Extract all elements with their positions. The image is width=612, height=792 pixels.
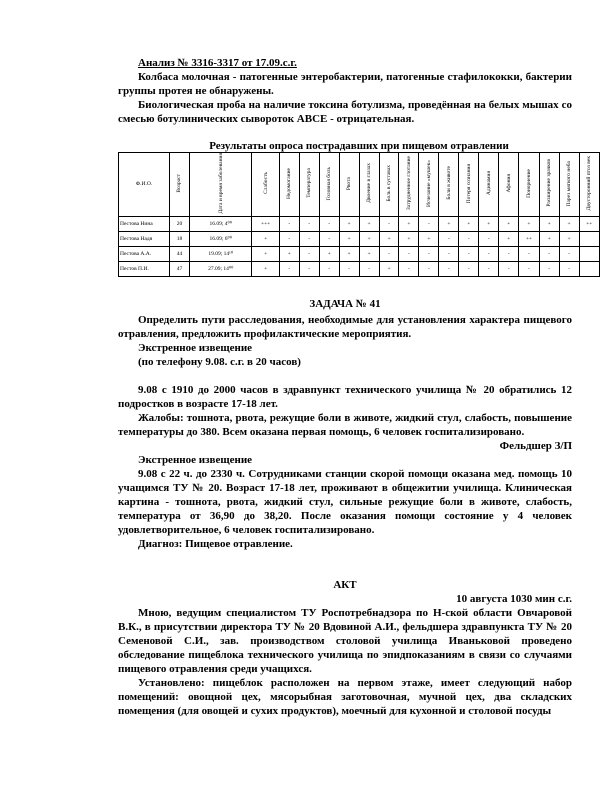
column-header: Ф.И.О.: [119, 153, 170, 217]
task-paragraph-1: Определить пути расследования, необходимые для установления характера пищевого отравления, предложить профилактические мероприятия.: [118, 314, 572, 340]
column-header-label: Дата и время заболевания: [217, 153, 224, 214]
table-cell: +: [399, 216, 419, 231]
table-cell: +: [499, 216, 519, 231]
table-body: [119, 216, 600, 276]
analysis-title: Анализ № 3316-3317 от 17.09.с.г.: [138, 57, 297, 69]
column-header-label: Парез мягкого неба: [566, 160, 573, 206]
task-paragraph-2: 9.08 с 1910 до 2000 часов в здравпункт технического училища № 20 обратились 12 подростков в возрасте 17-18 лет.: [118, 384, 572, 410]
table-cell: -: [559, 246, 579, 261]
table-cell: -: [519, 246, 539, 261]
table-cell: -: [439, 261, 459, 276]
table-cell: Пестов П.И.: [119, 261, 170, 276]
table-cell: 18: [170, 231, 190, 246]
table-cell: -: [319, 231, 339, 246]
column-header-label: Возраст: [176, 173, 183, 193]
table-cell: -: [479, 231, 499, 246]
table-cell: -: [499, 246, 519, 261]
column-header: [399, 153, 419, 217]
column-header: [459, 153, 479, 217]
table-title: Результаты опроса пострадавших при пищевом отравлении: [209, 140, 509, 152]
table-cell: -: [279, 231, 299, 246]
act-date: 10 августа 1030 мин с.г.: [456, 593, 572, 605]
column-header: [539, 153, 559, 217]
column-header: [359, 153, 379, 217]
table-cell: +: [279, 246, 299, 261]
table-cell: +: [379, 231, 399, 246]
table-cell: -: [479, 246, 499, 261]
table-cell: +: [559, 216, 579, 231]
table-cell: +: [539, 231, 559, 246]
notice-1-title: Экстренное извещение: [138, 342, 253, 354]
column-header-label: Слабость: [262, 172, 269, 195]
table-cell: -: [379, 216, 399, 231]
column-header: [559, 153, 579, 217]
task-paragraph-4: 9.08 с 22 ч. до 2330 ч. Сотрудниками станции скорой помощи оказана мед. помощь 10 учащимся ТУ № 20. Возраст 17-18 лет, проживают в общежитии училища. Клиническая картина - тошнота, рвота, жидкий стул, сильные режущие боли в животе, слабость, температура от 36,90 до 38,20. После оказания помощи состояние у 4 человек удовлетворительное, 6 человек госпитализировано.: [118, 468, 572, 536]
column-header: [170, 153, 190, 217]
table-cell: +++: [252, 216, 279, 231]
table-cell: -: [459, 231, 479, 246]
table-cell: -: [459, 261, 479, 276]
table-cell: 16.09; 4⁰⁰: [189, 216, 252, 231]
table-cell: -: [299, 231, 319, 246]
column-header-label: Исчезание «мушек»: [425, 159, 432, 207]
table-cell: ++: [579, 216, 599, 231]
table-cell: -: [319, 261, 339, 276]
table-cell: [579, 261, 599, 276]
notice-1-subtitle: (по телефону 9.08. с.г. в 20 часов): [138, 356, 301, 368]
table-cell: -: [359, 261, 379, 276]
table-cell: -: [279, 261, 299, 276]
column-header-label: Головная боль: [326, 166, 333, 200]
table-cell: 19.09; 14¹⁰: [189, 246, 252, 261]
table-cell: -: [459, 246, 479, 261]
table-cell: -: [439, 246, 459, 261]
column-header-label: Двусторонний птоз век: [586, 156, 593, 211]
table-cell: -: [559, 261, 579, 276]
task-paragraph-3: Жалобы: тошнота, рвота, режущие боли в животе, жидкий стул, слабость, повышение температуры до 380. Всем оказана первая помощь, 6 человек госпитализировано.: [118, 412, 572, 438]
table-cell: -: [419, 246, 439, 261]
table-cell: -: [399, 246, 419, 261]
table-cell: 27.09; 14⁰⁰: [189, 261, 252, 276]
table-cell: ++: [519, 231, 539, 246]
survey-results-table: [118, 152, 600, 277]
table-cell: [579, 231, 599, 246]
column-header-label: Потеря сознания: [465, 163, 472, 203]
column-header: [499, 153, 519, 217]
table-cell: +: [252, 246, 279, 261]
column-header-label: Афония: [505, 174, 512, 193]
signature: Фельдшер З/П: [499, 440, 572, 452]
column-header-label: Понорнение: [525, 168, 532, 198]
task-section: [118, 297, 572, 551]
table-cell: -: [299, 216, 319, 231]
act-paragraph-1: Мною, ведущим специалистом ТУ Роспотребнадзора по Н-ской области Овчаровой В.К., в присутствии директора ТУ № 20 Вдовиной А.И., фельдшера здравпункта ТУ № 20 Семеновой С.И., зав. производством столовой училища Иваньковой проведено обследование пищеблока технического училища по эпидпоказаниям в связи со случаями пищевого отравления среди учащихся.: [118, 607, 572, 675]
task-heading: ЗАДАЧА № 41: [309, 298, 381, 310]
table-cell: -: [339, 261, 359, 276]
column-header: [519, 153, 539, 217]
column-header-label: Боль в суставах: [386, 164, 392, 202]
column-header-label: Недомогание: [286, 167, 293, 199]
table-cell: +: [399, 231, 419, 246]
analysis-section: [118, 56, 572, 126]
table-cell: +: [252, 261, 279, 276]
table-cell: [579, 246, 599, 261]
column-header: [339, 153, 359, 217]
table-cell: +: [519, 216, 539, 231]
notice-2-title: Экстренное извещение: [138, 454, 253, 466]
column-header: [439, 153, 459, 217]
table-cell: 47: [170, 261, 190, 276]
table-cell: +: [359, 231, 379, 246]
table-cell: 44: [170, 246, 190, 261]
column-header: [419, 153, 439, 217]
table-header-row: [119, 153, 600, 217]
table-cell: -: [299, 261, 319, 276]
act-section: [118, 578, 572, 718]
table-cell: +: [419, 231, 439, 246]
table-cell: -: [539, 246, 559, 261]
table-cell: -: [299, 246, 319, 261]
table-cell: Пестова А.А.: [119, 246, 170, 261]
table-cell: +: [252, 231, 279, 246]
column-header-label: Расширение зрачков: [546, 159, 553, 208]
table-cell: +: [559, 231, 579, 246]
table-cell: +: [359, 216, 379, 231]
table-cell: Пестова Нина: [119, 216, 170, 231]
act-heading: АКТ: [333, 579, 357, 591]
column-header: [379, 153, 399, 217]
column-header-label: Рвота: [346, 176, 353, 190]
column-header-label: Адинамия: [485, 171, 492, 196]
table-cell: -: [539, 261, 559, 276]
column-header: [579, 153, 599, 217]
table-cell: -: [279, 216, 299, 231]
table-cell: +: [539, 216, 559, 231]
column-header: [479, 153, 499, 217]
table-cell: +: [479, 216, 499, 231]
table-cell: -: [519, 261, 539, 276]
column-header: [279, 153, 299, 217]
table-cell: 16.09; 6⁰⁰: [189, 231, 252, 246]
table-cell: 20: [170, 216, 190, 231]
table-cell: +: [459, 216, 479, 231]
table-cell: +: [339, 216, 359, 231]
table-cell: -: [419, 261, 439, 276]
table-row: [119, 231, 600, 246]
table-cell: +: [339, 246, 359, 261]
column-header: [252, 153, 279, 217]
analysis-paragraph-2: Биологическая проба на наличие токсина ботулизма, проведённая на белых мышах со смесью ботулинических сывороток АВСЕ - отрицательная.: [118, 99, 572, 125]
table-cell: Пестова Надя: [119, 231, 170, 246]
table-cell: -: [399, 261, 419, 276]
table-cell: +: [359, 246, 379, 261]
column-header: [189, 153, 252, 217]
table-cell: +: [339, 231, 359, 246]
diagnosis: Диагноз: Пищевое отравление.: [138, 538, 293, 550]
table-row: [119, 246, 600, 261]
table-cell: +: [439, 216, 459, 231]
table-cell: -: [439, 231, 459, 246]
table-row: [119, 216, 600, 231]
table-cell: +: [379, 261, 399, 276]
table-cell: -: [419, 216, 439, 231]
table-cell: -: [319, 216, 339, 231]
table-cell: -: [379, 246, 399, 261]
analysis-paragraph-1: Колбаса молочная - патогенные энтеробактерии, патогенные стафилококки, бактерии группы протея не обнаружены.: [118, 71, 572, 97]
column-header: [299, 153, 319, 217]
column-header-label: Двоение в глазах: [366, 163, 373, 204]
table-row: [119, 261, 600, 276]
act-paragraph-2: Установлено: пищеблок расположен на первом этаже, имеет следующий набор помещений: овощной цех, мясорыбная заготовочная, мучной цех, два складских помещения (для овощей и сухих продуктов), моечный для кухонной и столовой посуды: [118, 677, 572, 717]
column-header-label: Боли в животе: [445, 166, 452, 201]
table-cell: -: [499, 261, 519, 276]
column-header: [319, 153, 339, 217]
table-cell: +: [319, 246, 339, 261]
column-header-label: Затрудненное глотание: [405, 156, 412, 211]
column-header-label: Температура: [306, 168, 313, 199]
table-cell: +: [499, 231, 519, 246]
table-cell: -: [479, 261, 499, 276]
